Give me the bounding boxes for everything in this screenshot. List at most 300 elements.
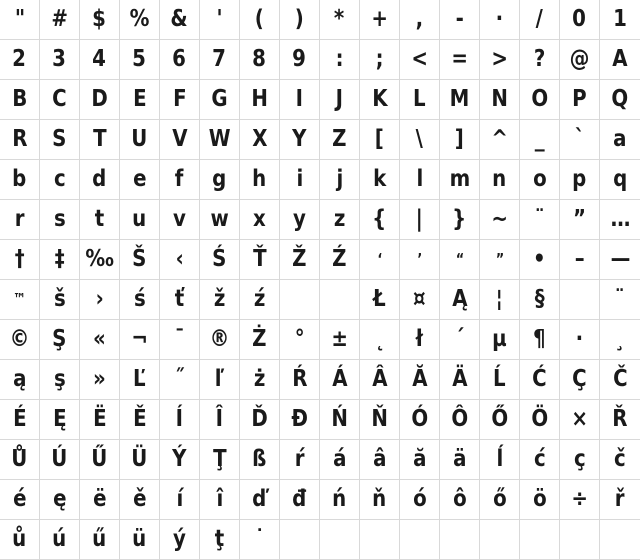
glyph-cell[interactable] xyxy=(320,40,360,80)
glyph-cell[interactable] xyxy=(560,80,600,120)
glyph-cell[interactable] xyxy=(600,440,640,480)
glyph-cell[interactable] xyxy=(0,40,40,80)
glyph-cell[interactable] xyxy=(320,240,360,280)
glyph-cell[interactable] xyxy=(160,280,200,320)
glyph-cell[interactable] xyxy=(0,160,40,200)
glyph-character: † xyxy=(14,246,25,272)
glyph-character: n xyxy=(492,166,507,192)
glyph-cell[interactable] xyxy=(0,0,40,40)
glyph-character: X xyxy=(251,126,268,152)
glyph-character: ° xyxy=(294,326,305,352)
glyph-character: Â xyxy=(371,366,388,392)
glyph-cell[interactable] xyxy=(600,240,640,280)
glyph-cell[interactable] xyxy=(280,200,320,240)
glyph-character: Ą xyxy=(451,286,468,312)
glyph-cell[interactable] xyxy=(560,360,600,400)
glyph-cell[interactable] xyxy=(40,40,80,80)
glyph-cell[interactable] xyxy=(480,240,520,280)
glyph-cell[interactable] xyxy=(600,360,640,400)
glyph-cell[interactable] xyxy=(280,400,320,440)
glyph-character: y xyxy=(293,206,306,232)
glyph-cell[interactable] xyxy=(480,400,520,440)
glyph-character: ş xyxy=(53,366,66,392)
glyph-cell[interactable] xyxy=(200,280,240,320)
glyph-cell[interactable] xyxy=(360,400,400,440)
glyph-cell[interactable] xyxy=(400,0,440,40)
glyph-cell[interactable] xyxy=(320,120,360,160)
glyph-cell[interactable] xyxy=(200,360,240,400)
glyph-character: ç xyxy=(573,446,586,472)
glyph-cell[interactable] xyxy=(560,480,600,520)
glyph-cell[interactable] xyxy=(480,120,520,160)
glyph-cell[interactable] xyxy=(200,160,240,200)
glyph-cell[interactable] xyxy=(520,0,560,40)
glyph-cell[interactable] xyxy=(480,440,520,480)
glyph-cell[interactable] xyxy=(560,160,600,200)
glyph-cell[interactable] xyxy=(200,400,240,440)
glyph-cell[interactable] xyxy=(240,480,280,520)
glyph-cell[interactable] xyxy=(160,360,200,400)
glyph-cell[interactable] xyxy=(600,520,640,560)
glyph-cell[interactable] xyxy=(320,400,360,440)
glyph-character: Ř xyxy=(612,406,628,432)
glyph-character: ~ xyxy=(491,206,508,232)
glyph-cell[interactable] xyxy=(600,480,640,520)
glyph-cell[interactable] xyxy=(280,120,320,160)
glyph-character: ó xyxy=(412,486,427,512)
glyph-cell[interactable] xyxy=(120,80,160,120)
glyph-cell[interactable] xyxy=(40,520,80,560)
glyph-cell[interactable] xyxy=(80,480,120,520)
glyph-cell[interactable] xyxy=(520,400,560,440)
glyph-cell[interactable] xyxy=(80,40,120,80)
glyph-cell[interactable] xyxy=(320,280,360,320)
glyph-cell[interactable] xyxy=(560,320,600,360)
glyph-character: ‰ xyxy=(85,246,114,272)
glyph-character: đ xyxy=(292,486,307,512)
glyph-cell[interactable] xyxy=(400,240,440,280)
glyph-cell[interactable] xyxy=(40,240,80,280)
glyph-character: ‘ xyxy=(377,250,382,268)
glyph-cell[interactable] xyxy=(160,0,200,40)
glyph-cell[interactable] xyxy=(360,80,400,120)
glyph-cell[interactable] xyxy=(120,240,160,280)
glyph-cell[interactable] xyxy=(320,360,360,400)
glyph-cell[interactable] xyxy=(360,520,400,560)
glyph-cell[interactable] xyxy=(280,0,320,40)
glyph-character: ® xyxy=(209,326,230,352)
glyph-cell[interactable] xyxy=(40,0,80,40)
glyph-cell[interactable] xyxy=(240,400,280,440)
glyph-cell[interactable] xyxy=(480,40,520,80)
glyph-cell[interactable] xyxy=(240,280,280,320)
glyph-cell[interactable] xyxy=(80,320,120,360)
glyph-character: ¸ xyxy=(615,326,625,352)
glyph-cell[interactable] xyxy=(440,0,480,40)
glyph-cell[interactable] xyxy=(400,480,440,520)
glyph-cell[interactable] xyxy=(80,80,120,120)
glyph-cell[interactable] xyxy=(160,480,200,520)
glyph-cell[interactable] xyxy=(120,160,160,200)
glyph-cell[interactable] xyxy=(320,0,360,40)
glyph-cell[interactable] xyxy=(400,440,440,480)
glyph-character: F xyxy=(172,86,187,112)
glyph-character: ć xyxy=(533,446,546,472)
glyph-cell[interactable] xyxy=(480,280,520,320)
glyph-cell[interactable] xyxy=(120,520,160,560)
glyph-cell[interactable] xyxy=(120,360,160,400)
glyph-character: ± xyxy=(331,326,348,352)
glyph-cell[interactable] xyxy=(600,320,640,360)
glyph-cell[interactable] xyxy=(40,400,80,440)
glyph-cell[interactable] xyxy=(120,200,160,240)
glyph-cell[interactable] xyxy=(80,240,120,280)
glyph-cell[interactable] xyxy=(440,280,480,320)
glyph-cell[interactable] xyxy=(40,160,80,200)
glyph-cell[interactable] xyxy=(600,0,640,40)
glyph-cell[interactable] xyxy=(0,480,40,520)
glyph-cell[interactable] xyxy=(200,80,240,120)
glyph-cell[interactable] xyxy=(240,360,280,400)
glyph-cell[interactable] xyxy=(400,120,440,160)
glyph-cell[interactable] xyxy=(440,360,480,400)
glyph-cell[interactable] xyxy=(480,520,520,560)
glyph-cell[interactable] xyxy=(400,320,440,360)
glyph-cell[interactable] xyxy=(320,480,360,520)
glyph-cell[interactable] xyxy=(240,40,280,80)
glyph-character: r xyxy=(14,206,25,232)
glyph-cell[interactable] xyxy=(200,480,240,520)
glyph-cell[interactable] xyxy=(320,160,360,200)
glyph-cell[interactable] xyxy=(440,160,480,200)
glyph-cell[interactable] xyxy=(520,160,560,200)
glyph-cell[interactable] xyxy=(320,200,360,240)
glyph-cell[interactable] xyxy=(360,160,400,200)
glyph-cell[interactable] xyxy=(0,80,40,120)
glyph-character: µ xyxy=(492,326,507,352)
glyph-cell[interactable] xyxy=(280,40,320,80)
glyph-cell[interactable] xyxy=(40,320,80,360)
glyph-character: W xyxy=(208,126,231,152)
glyph-cell[interactable] xyxy=(160,200,200,240)
glyph-cell[interactable] xyxy=(360,0,400,40)
glyph-cell[interactable] xyxy=(160,320,200,360)
glyph-cell[interactable] xyxy=(560,200,600,240)
glyph-cell[interactable] xyxy=(360,480,400,520)
glyph-cell[interactable] xyxy=(440,320,480,360)
glyph-cell[interactable] xyxy=(280,440,320,480)
glyph-cell[interactable] xyxy=(440,200,480,240)
glyph-cell[interactable] xyxy=(480,320,520,360)
glyph-cell[interactable] xyxy=(400,40,440,80)
glyph-cell[interactable] xyxy=(600,400,640,440)
glyph-cell[interactable] xyxy=(240,440,280,480)
glyph-character: p xyxy=(572,166,587,192)
glyph-cell[interactable] xyxy=(600,80,640,120)
glyph-cell[interactable] xyxy=(200,200,240,240)
glyph-cell[interactable] xyxy=(200,440,240,480)
glyph-cell[interactable] xyxy=(520,120,560,160)
glyph-cell[interactable] xyxy=(160,400,200,440)
glyph-cell[interactable] xyxy=(80,400,120,440)
glyph-character: u xyxy=(132,206,147,232)
glyph-character: [ xyxy=(374,126,385,152)
glyph-cell[interactable] xyxy=(600,40,640,80)
glyph-cell[interactable] xyxy=(40,200,80,240)
glyph-character: 4 xyxy=(92,46,107,72)
glyph-cell[interactable] xyxy=(440,40,480,80)
glyph-cell[interactable] xyxy=(240,240,280,280)
glyph-cell[interactable] xyxy=(440,520,480,560)
glyph-character: Í xyxy=(175,406,184,432)
glyph-cell[interactable] xyxy=(480,360,520,400)
glyph-character: N xyxy=(491,86,508,112)
glyph-cell[interactable] xyxy=(520,280,560,320)
glyph-cell[interactable] xyxy=(200,40,240,80)
glyph-cell[interactable] xyxy=(0,400,40,440)
glyph-character: Ĺ xyxy=(493,366,506,392)
glyph-cell[interactable] xyxy=(200,240,240,280)
glyph-cell[interactable] xyxy=(360,320,400,360)
glyph-character: › xyxy=(95,286,104,312)
glyph-cell[interactable] xyxy=(280,480,320,520)
glyph-cell[interactable] xyxy=(200,120,240,160)
glyph-character: s xyxy=(53,206,66,232)
glyph-cell[interactable] xyxy=(40,120,80,160)
glyph-cell[interactable] xyxy=(480,160,520,200)
glyph-cell[interactable] xyxy=(80,0,120,40)
glyph-character: Ě xyxy=(132,406,147,432)
glyph-cell[interactable] xyxy=(280,320,320,360)
glyph-cell[interactable] xyxy=(360,280,400,320)
glyph-cell[interactable] xyxy=(160,440,200,480)
glyph-cell[interactable] xyxy=(0,360,40,400)
glyph-cell[interactable] xyxy=(560,40,600,80)
glyph-cell[interactable] xyxy=(280,280,320,320)
glyph-cell[interactable] xyxy=(160,160,200,200)
glyph-cell[interactable] xyxy=(320,440,360,480)
glyph-character: | xyxy=(415,206,424,232)
glyph-character: 7 xyxy=(212,46,227,72)
glyph-cell[interactable] xyxy=(280,520,320,560)
glyph-character: ě xyxy=(132,486,147,512)
glyph-cell[interactable] xyxy=(160,520,200,560)
glyph-cell[interactable] xyxy=(560,120,600,160)
glyph-character: Ŕ xyxy=(291,366,308,392)
glyph-cell[interactable] xyxy=(80,520,120,560)
glyph-cell[interactable] xyxy=(320,320,360,360)
glyph-cell[interactable] xyxy=(240,160,280,200)
glyph-cell[interactable] xyxy=(520,80,560,120)
glyph-cell[interactable] xyxy=(120,0,160,40)
glyph-cell[interactable] xyxy=(80,440,120,480)
glyph-cell[interactable] xyxy=(400,360,440,400)
glyph-character: ý xyxy=(173,526,186,552)
glyph-cell[interactable] xyxy=(40,360,80,400)
glyph-character: Č xyxy=(612,366,628,392)
glyph-cell[interactable] xyxy=(280,160,320,200)
glyph-cell[interactable] xyxy=(80,160,120,200)
glyph-cell[interactable] xyxy=(160,120,200,160)
glyph-cell[interactable] xyxy=(440,240,480,280)
glyph-character: 5 xyxy=(132,46,147,72)
glyph-cell[interactable] xyxy=(400,400,440,440)
glyph-cell[interactable] xyxy=(280,240,320,280)
glyph-cell[interactable] xyxy=(120,40,160,80)
glyph-character: ¨ xyxy=(615,286,625,312)
glyph-cell[interactable] xyxy=(400,80,440,120)
glyph-cell[interactable] xyxy=(80,200,120,240)
glyph-character: 3 xyxy=(52,46,67,72)
glyph-cell[interactable] xyxy=(240,0,280,40)
glyph-cell[interactable] xyxy=(400,280,440,320)
glyph-character: Ü xyxy=(131,446,148,472)
glyph-cell[interactable] xyxy=(200,0,240,40)
glyph-cell[interactable] xyxy=(520,40,560,80)
glyph-cell[interactable] xyxy=(120,440,160,480)
glyph-cell[interactable] xyxy=(360,40,400,80)
glyph-cell[interactable] xyxy=(520,240,560,280)
glyph-cell[interactable] xyxy=(40,80,80,120)
glyph-character: ; xyxy=(375,46,384,72)
glyph-cell[interactable] xyxy=(40,440,80,480)
glyph-cell[interactable] xyxy=(0,320,40,360)
glyph-cell[interactable] xyxy=(600,200,640,240)
glyph-cell[interactable] xyxy=(440,480,480,520)
glyph-cell[interactable] xyxy=(120,280,160,320)
glyph-cell[interactable] xyxy=(80,280,120,320)
glyph-cell[interactable] xyxy=(240,520,280,560)
glyph-cell[interactable] xyxy=(520,360,560,400)
glyph-character: ś xyxy=(133,286,146,312)
glyph-character: E xyxy=(132,86,147,112)
glyph-cell[interactable] xyxy=(560,280,600,320)
glyph-cell[interactable] xyxy=(440,400,480,440)
glyph-cell[interactable] xyxy=(120,120,160,160)
glyph-cell[interactable] xyxy=(120,400,160,440)
glyph-character: ź xyxy=(253,286,266,312)
glyph-cell[interactable] xyxy=(600,280,640,320)
glyph-cell[interactable] xyxy=(0,280,40,320)
glyph-cell[interactable] xyxy=(360,240,400,280)
glyph-cell[interactable] xyxy=(480,480,520,520)
glyph-character: m xyxy=(449,166,470,192)
glyph-cell[interactable] xyxy=(240,120,280,160)
glyph-character: » xyxy=(93,366,106,392)
glyph-cell[interactable] xyxy=(520,320,560,360)
glyph-character: ę xyxy=(52,486,67,512)
glyph-cell[interactable] xyxy=(40,480,80,520)
glyph-cell[interactable] xyxy=(160,240,200,280)
glyph-cell[interactable] xyxy=(40,280,80,320)
glyph-character: ¶ xyxy=(533,326,546,352)
glyph-character: Ű xyxy=(91,446,108,472)
glyph-character: Ľ xyxy=(133,366,146,392)
glyph-cell[interactable] xyxy=(400,200,440,240)
glyph-character: § xyxy=(534,286,545,312)
glyph-character: ż xyxy=(253,366,266,392)
glyph-cell[interactable] xyxy=(320,80,360,120)
glyph-character: · xyxy=(575,326,584,352)
glyph-cell[interactable] xyxy=(600,160,640,200)
glyph-cell[interactable] xyxy=(240,80,280,120)
glyph-cell[interactable] xyxy=(440,80,480,120)
glyph-cell[interactable] xyxy=(120,320,160,360)
glyph-character: Ś xyxy=(212,246,227,272)
glyph-character: ™ xyxy=(13,290,26,308)
glyph-cell[interactable] xyxy=(280,360,320,400)
glyph-character: ¯ xyxy=(174,326,185,352)
glyph-cell[interactable] xyxy=(0,520,40,560)
glyph-character: Ő xyxy=(491,406,508,432)
glyph-cell[interactable] xyxy=(120,480,160,520)
glyph-character: ü xyxy=(132,526,147,552)
glyph-character: Ů xyxy=(11,446,28,472)
glyph-character: — xyxy=(610,246,630,272)
glyph-character: ů xyxy=(12,526,27,552)
glyph-cell[interactable] xyxy=(440,120,480,160)
glyph-character: * xyxy=(334,6,345,32)
glyph-cell[interactable] xyxy=(480,80,520,120)
glyph-cell[interactable] xyxy=(0,440,40,480)
glyph-cell[interactable] xyxy=(560,440,600,480)
glyph-cell[interactable] xyxy=(360,120,400,160)
glyph-character: ť xyxy=(174,286,185,312)
glyph-cell[interactable] xyxy=(360,360,400,400)
glyph-cell[interactable] xyxy=(520,520,560,560)
glyph-cell[interactable] xyxy=(80,120,120,160)
glyph-character: : xyxy=(335,46,344,72)
glyph-cell[interactable] xyxy=(520,480,560,520)
glyph-cell[interactable] xyxy=(560,400,600,440)
glyph-cell[interactable] xyxy=(520,440,560,480)
glyph-cell[interactable] xyxy=(360,200,400,240)
glyph-cell[interactable] xyxy=(0,120,40,160)
glyph-character: ) xyxy=(294,6,305,32)
glyph-cell[interactable] xyxy=(560,520,600,560)
glyph-character: Ň xyxy=(371,406,388,432)
glyph-cell[interactable] xyxy=(200,320,240,360)
glyph-cell[interactable] xyxy=(240,200,280,240)
glyph-cell[interactable] xyxy=(440,440,480,480)
glyph-character: d xyxy=(92,166,107,192)
glyph-cell[interactable] xyxy=(360,440,400,480)
glyph-cell[interactable] xyxy=(560,240,600,280)
glyph-character: f xyxy=(175,166,184,192)
glyph-cell[interactable] xyxy=(520,200,560,240)
glyph-cell[interactable] xyxy=(480,200,520,240)
glyph-cell[interactable] xyxy=(400,160,440,200)
glyph-cell[interactable] xyxy=(0,240,40,280)
glyph-cell[interactable] xyxy=(80,360,120,400)
glyph-cell[interactable] xyxy=(200,520,240,560)
glyph-cell[interactable] xyxy=(240,320,280,360)
glyph-character: b xyxy=(12,166,27,192)
glyph-cell[interactable] xyxy=(480,0,520,40)
glyph-cell[interactable] xyxy=(400,520,440,560)
glyph-cell[interactable] xyxy=(160,80,200,120)
glyph-cell[interactable] xyxy=(560,0,600,40)
glyph-character: ” xyxy=(572,206,587,232)
glyph-character: Ý xyxy=(172,446,187,472)
glyph-cell[interactable] xyxy=(0,200,40,240)
glyph-character: _ xyxy=(534,126,545,152)
glyph-cell[interactable] xyxy=(280,80,320,120)
glyph-cell[interactable] xyxy=(600,120,640,160)
glyph-cell[interactable] xyxy=(160,40,200,80)
glyph-character: < xyxy=(411,46,428,72)
glyph-cell[interactable] xyxy=(320,520,360,560)
